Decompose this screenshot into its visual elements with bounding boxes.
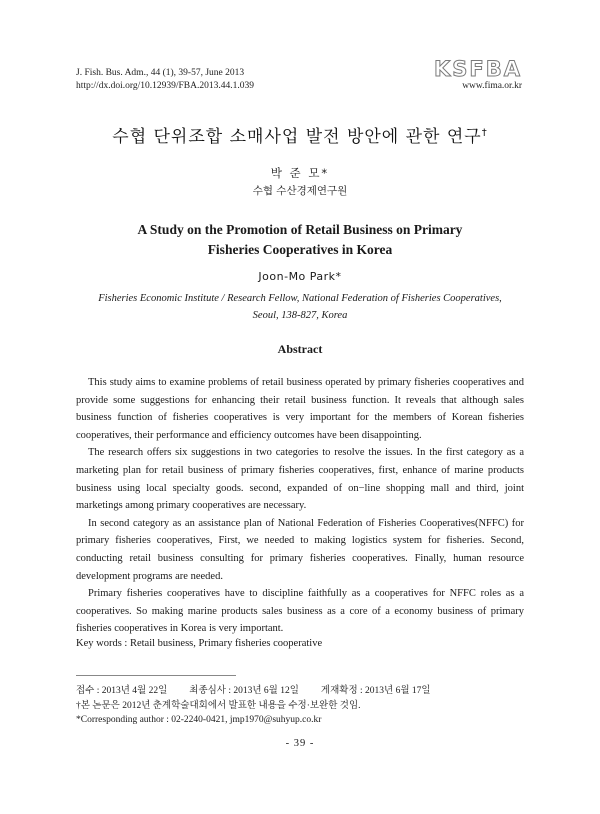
footnote-dates xyxy=(76,684,431,699)
page-number: - 39 - xyxy=(285,738,315,749)
keywords: Key words : Retail business, Primary fisheries cooperative xyxy=(76,638,323,649)
corresponding-author: *Corresponding author : 02-2240-0421, jmp1970@suhyup.co.kr xyxy=(76,715,322,725)
journal-citation: J. Fish. Bus. Adm., 44 (1), 39-57, June 2013 xyxy=(76,68,245,78)
title-dagger-mark: † xyxy=(481,127,488,139)
abstract-paragraph: Primary fisheries cooperatives have to discipline faithfully as a cooperatives for NFFC roles as a cooperatives. So making marine products sales business as a core of a economy business of primary fisheries cooperatives in Korea is very important. xyxy=(76,588,524,635)
abstract-paragraph: In second category as an assistance plan of National Federation of Fisheries Cooperatives(NFFC) for primary fisheries cooperatives, First, we needed to making logistics system for fisheries. Second, conducting retail business consulting for primary fisheries cooperatives. Finally, human resource development programs are needed. xyxy=(76,517,524,582)
abstract-paragraph: This study aims to examine problems of retail business operated by primary fisheries cooperatives and provide some suggestions for enhancing their retail business function. It reveals that although sales business function of fisheries cooperatives is very important for the members of Korean fisheries cooperatives, their performance and efficiency outcomes have been disappointing. xyxy=(76,377,524,441)
footnote-divider xyxy=(76,675,236,676)
korean-title xyxy=(0,122,600,147)
english-title-line2: Fisheries Cooperatives in Korea xyxy=(207,242,393,257)
english-title xyxy=(0,220,600,260)
received-date: 접수 : 2013년 4월 22일 xyxy=(76,686,168,696)
korean-affiliation: 수협 수산경제연구원 xyxy=(252,185,348,197)
english-author: Joon-Mo Park* xyxy=(258,270,342,283)
accepted-date: 게재확정 : 2013년 6월 17일 xyxy=(320,686,431,696)
ksfba-logo: KSFBA xyxy=(433,57,522,81)
english-affiliation-line2: Seoul, 138-827, Korea xyxy=(252,310,348,321)
english-affiliation xyxy=(60,290,540,324)
abstract-heading: Abstract xyxy=(277,342,323,356)
english-title-line1: A Study on the Promotion of Retail Business on Primary xyxy=(137,222,463,237)
abstract-paragraph: The research offers six suggestions in two categories to resolve the issues. In the first category as a marketing plan for retail business of primary fisheries cooperatives, first, enhance of marine products business using local specialty goods. second, expanded of on−line shopping mall and third, joint marketings among primary cooperatives are necessary. xyxy=(76,447,524,512)
footnote-note: †본 논문은 2012년 춘계학술대회에서 발표한 내용을 수정·보완한 것임. xyxy=(76,700,361,711)
reviewed-date: 최종심사 : 2013년 6월 12일 xyxy=(189,686,299,696)
footnotes xyxy=(76,684,431,728)
journal-url[interactable]: www.fima.or.kr xyxy=(462,81,522,91)
abstract-body xyxy=(76,374,524,638)
journal-info xyxy=(76,67,254,93)
english-affiliation-line1: Fisheries Economic Institute / Research Fellow, National Federation of Fisheries Cooperatives, xyxy=(98,293,502,304)
korean-author: 박 준 모* xyxy=(270,166,330,180)
journal-logo xyxy=(434,58,522,91)
journal-doi[interactable]: http://dx.doi.org/10.12939/FBA.2013.44.1.039 xyxy=(76,81,254,91)
korean-title-text: 수협 단위조합 소매사업 발전 방안에 관한 연구 xyxy=(112,127,482,147)
